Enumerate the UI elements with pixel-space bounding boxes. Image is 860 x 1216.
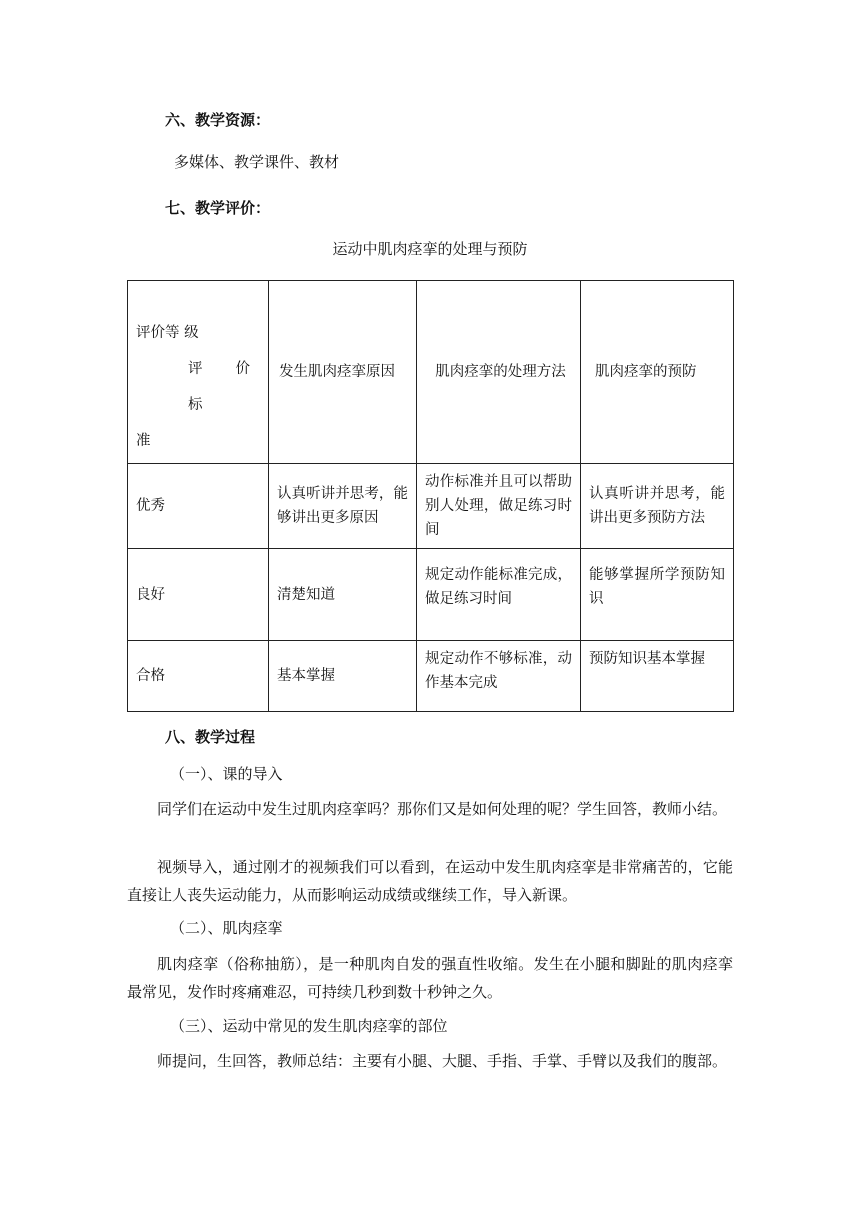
subsection-3-title: （三）、运动中常见的发生肌肉痉挛的部位 (170, 1017, 448, 1035)
table-cell: 清楚知道 (269, 549, 417, 641)
subsection-1-title: （一）、课的导入 (170, 765, 283, 783)
table-cell: 认真听讲并思考，能讲出更多预防方法 (581, 464, 734, 549)
table-cell: 动作标准并且可以帮助别人处理，做足练习时间 (417, 464, 581, 549)
table-header-row (128, 281, 734, 464)
table-row (128, 464, 734, 549)
table-row (128, 549, 734, 641)
level-cell: 优秀 (128, 464, 269, 549)
header-treatment: 肌肉痉挛的处理方法 (417, 281, 581, 464)
table-row (128, 641, 734, 712)
paragraph: 同学们在运动中发生过肌肉痉挛吗？那你们又是如何处理的呢？学生回答，教师小结。 (157, 800, 728, 818)
table-cell: 认真听讲并思考，能够讲出更多原因 (269, 464, 417, 549)
table-cell: 基本掌握 (269, 641, 417, 712)
level-cell: 良好 (128, 549, 269, 641)
table-cell: 预防知识基本掌握 (581, 641, 734, 712)
corner-label-criteria: 评价标 (188, 361, 260, 413)
corner-label-level: 评价等 级 (136, 325, 199, 341)
table-cell: 规定动作能标准完成，做足练习时间 (417, 549, 581, 641)
table-title: 运动中肌肉痉挛的处理与预防 (332, 240, 528, 258)
corner-label-criteria-end: 准 (136, 433, 151, 449)
paragraph: 视频导入，通过刚才的视频我们可以看到，在运动中发生肌肉痉挛是非常痛苦的，它能直接让人丧失运动能力，从而影响运动成绩或继续工作，导入新课。 (127, 858, 733, 904)
table-cell: 能够掌握所学预防知识 (581, 549, 734, 641)
level-cell: 合格 (128, 641, 269, 712)
paragraph: 师提问，生回答，教师总结：主要有小腿、大腿、手指、手掌、手臂以及我们的腹部。 (157, 1052, 728, 1070)
header-prevention: 肌肉痉挛的预防 (581, 281, 734, 464)
header-cause: 发生肌肉痉挛原因 (269, 281, 417, 464)
evaluation-table (127, 280, 734, 712)
teaching-resources-text: 多媒体、教学课件、教材 (174, 153, 340, 171)
table-cell: 规定动作不够标准，动作基本完成 (417, 641, 581, 712)
paragraph: 肌肉痉挛（俗称抽筋），是一种肌肉自发的强直性收缩。发生在小腿和脚趾的肌肉痉挛最常见，发作时疼痛难忍，可持续几秒到数十秒钟之久。 (127, 955, 733, 1001)
section-7-heading: 七、教学评价： (165, 199, 271, 217)
section-6-heading: 六、教学资源： (165, 111, 271, 129)
section-8-heading: 八、教学过程 (165, 728, 256, 746)
header-corner-cell (128, 281, 269, 464)
subsection-2-title: （二）、肌肉痉挛 (170, 919, 283, 937)
